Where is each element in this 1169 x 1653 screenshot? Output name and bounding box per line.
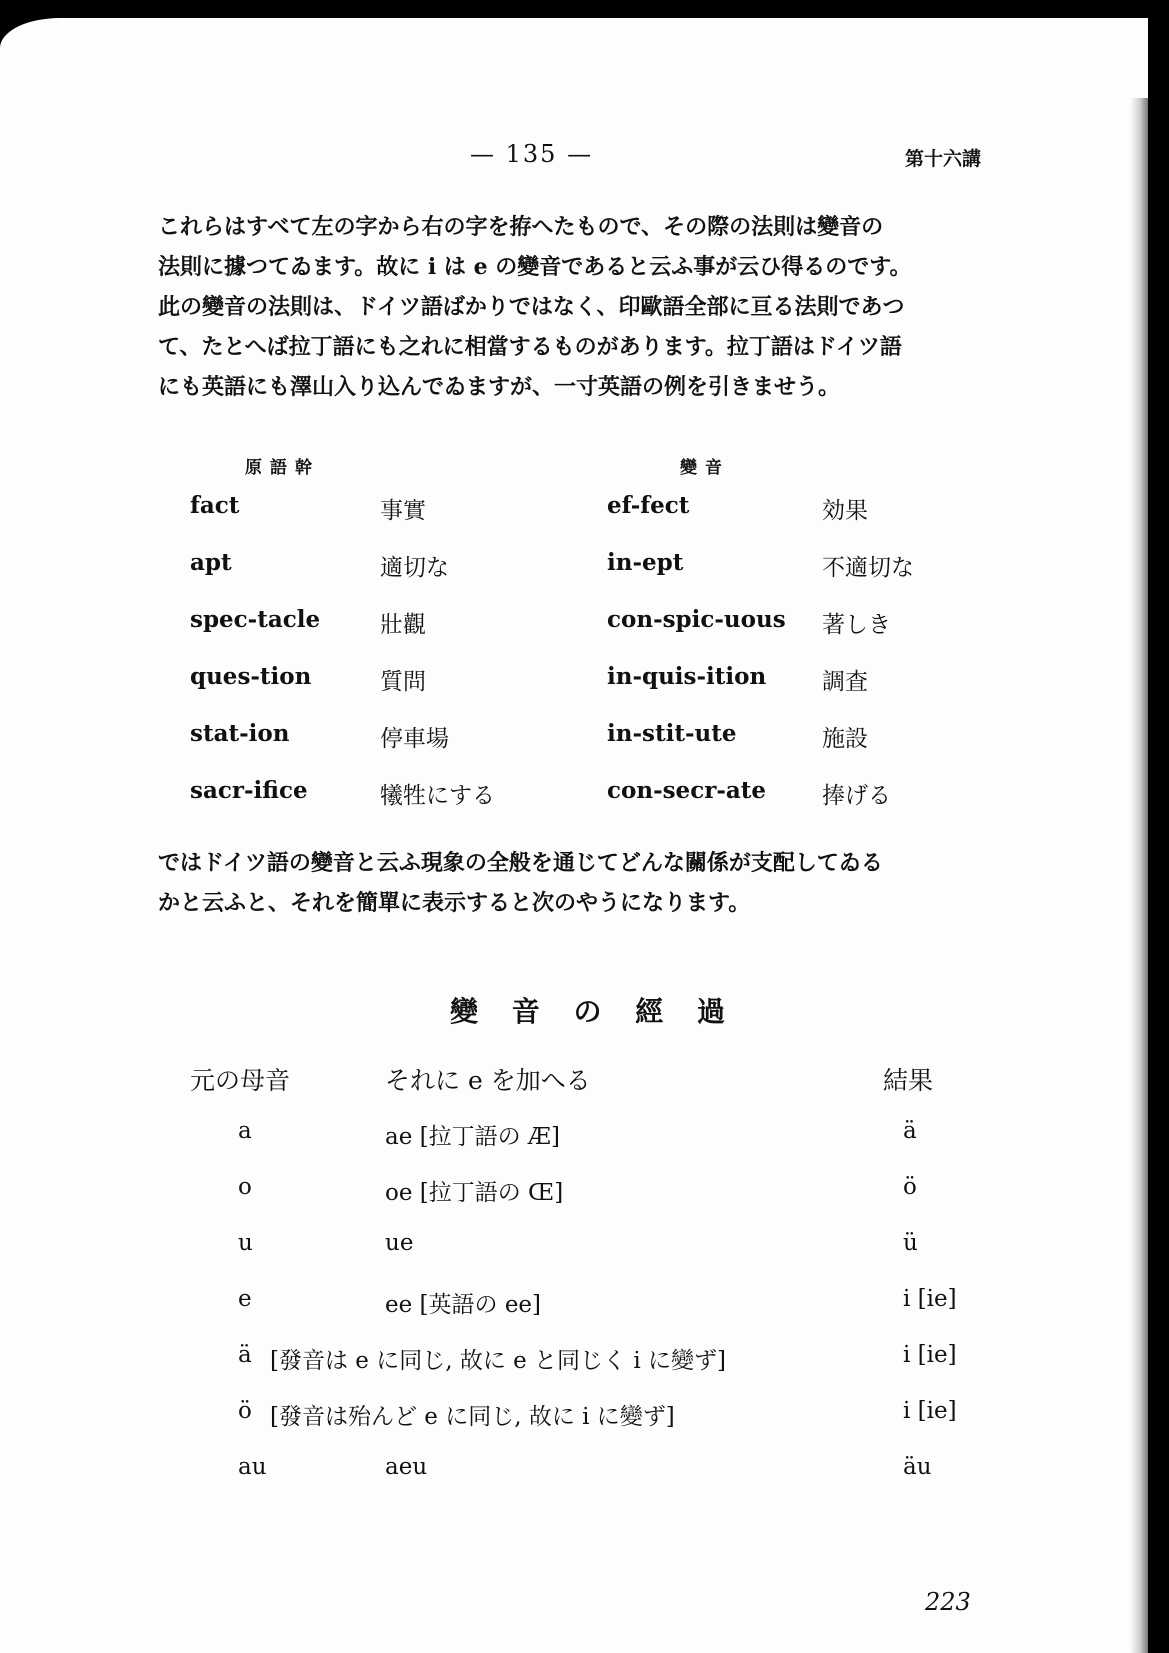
add-e-header: それに e を加へる <box>385 1066 591 1095</box>
intro-paragraph <box>158 207 911 407</box>
page-number: — 135 — <box>470 140 594 168</box>
root-meaning: 適切な <box>380 555 449 581</box>
table-row <box>0 549 1148 606</box>
vowel-plus-e: ae [拉丁語の Æ] <box>385 1124 560 1150</box>
root-meaning: 停車場 <box>380 726 449 752</box>
root-column-header: 原語幹 <box>245 458 320 478</box>
text-line: かと云ふと、それを簡單に表示すると次のやうになります。 <box>158 890 751 916</box>
derived-word: ef-fect <box>607 492 690 519</box>
umlaut-result: ä <box>903 1118 917 1144</box>
table-row <box>0 1342 1148 1398</box>
lecture-title: 第十六講 <box>905 148 982 170</box>
table-row <box>0 720 1148 777</box>
original-vowel: au <box>238 1454 267 1480</box>
transition-paragraph <box>158 843 883 923</box>
vowel-plus-e: [發音は e に同じ, 故に e と同じく i に變ず] <box>270 1348 727 1374</box>
table-row <box>0 1286 1148 1342</box>
vowel-plus-e: ue <box>385 1230 414 1256</box>
root-word: apt <box>190 549 232 576</box>
book-page <box>0 18 1148 1653</box>
derived-meaning: 施設 <box>822 726 868 752</box>
original-vowel: o <box>238 1174 252 1200</box>
table-row <box>0 663 1148 720</box>
original-vowel: e <box>238 1286 252 1312</box>
table-row <box>0 1398 1148 1454</box>
table-row <box>0 1454 1148 1510</box>
derived-meaning: 不適切な <box>822 555 914 581</box>
root-word: sacr-ifice <box>190 777 308 804</box>
root-meaning: 事實 <box>380 498 426 524</box>
root-meaning: 犧牲にする <box>380 783 495 809</box>
table-row <box>0 1230 1148 1286</box>
derived-word: con-spic-uous <box>607 606 786 633</box>
vocabulary-table <box>0 492 1148 834</box>
derived-word: con-secr-ate <box>607 777 767 804</box>
table-row <box>0 1118 1148 1174</box>
root-word: spec-tacle <box>190 606 321 633</box>
original-vowel: ä <box>238 1342 252 1368</box>
original-vowel: a <box>238 1118 252 1144</box>
umlaut-result: äu <box>903 1454 932 1480</box>
text-line: 此の變音の法則は、ドイツ語ばかりではなく、印歐語全部に亘る法則であつ <box>158 294 905 320</box>
umlaut-result: i [ie] <box>903 1398 957 1424</box>
umlaut-result: i [ie] <box>903 1342 957 1368</box>
derived-word: in-stit-ute <box>607 720 737 747</box>
umlaut-column-header: 變音 <box>680 458 730 478</box>
section-title: 變 音 の 經 過 <box>450 995 737 1028</box>
root-word: ques-tion <box>190 663 312 690</box>
original-vowel: u <box>238 1230 253 1256</box>
root-meaning: 壯觀 <box>380 612 426 638</box>
derived-meaning: 捧げる <box>822 783 891 809</box>
derived-word: in-quis-ition <box>607 663 767 690</box>
umlaut-table <box>0 1118 1148 1510</box>
root-meaning: 質問 <box>380 669 426 695</box>
text-line: て、たとへば拉丁語にも之れに相當するものがあります。拉丁語はドイツ語 <box>158 334 902 360</box>
text-line: 法則に據つてゐます。故に i は e の變音であると云ふ事が云ひ得るのです。 <box>158 254 912 280</box>
sheet-number: 223 <box>925 1588 971 1616</box>
table-row <box>0 777 1148 834</box>
table-row <box>0 606 1148 663</box>
original-vowel: ö <box>238 1398 252 1424</box>
vowel-plus-e: oe [拉丁語の Œ] <box>385 1180 564 1206</box>
text-line: にも英語にも澤山入り込んでゐますが、一寸英語の例を引きませう。 <box>158 374 841 400</box>
table-row <box>0 492 1148 549</box>
derived-meaning: 調査 <box>822 669 868 695</box>
umlaut-result: i [ie] <box>903 1286 957 1312</box>
derived-meaning: 効果 <box>822 498 868 524</box>
running-header <box>0 140 1148 180</box>
umlaut-result: ö <box>903 1174 917 1200</box>
root-word: stat-ion <box>190 720 290 747</box>
derived-word: in-ept <box>607 549 684 576</box>
vowel-plus-e: ee [英語の ee] <box>385 1292 542 1318</box>
result-header: 結果 <box>883 1066 934 1095</box>
derived-meaning: 著しき <box>822 612 891 638</box>
umlaut-result: ü <box>903 1230 918 1256</box>
table-row <box>0 1174 1148 1230</box>
vowel-plus-e: aeu <box>385 1454 428 1480</box>
text-line: これらはすべて左の字から右の字を拵へたもので、その際の法則は變音の <box>158 214 884 240</box>
root-word: fact <box>190 492 240 519</box>
text-line: ではドイツ語の變音と云ふ現象の全般を通じてどんな關係が支配してゐる <box>158 850 883 876</box>
vowel-plus-e: [發音は殆んど e に同じ, 故に i に變ず] <box>270 1404 675 1430</box>
original-vowel-header: 元の母音 <box>190 1066 291 1095</box>
